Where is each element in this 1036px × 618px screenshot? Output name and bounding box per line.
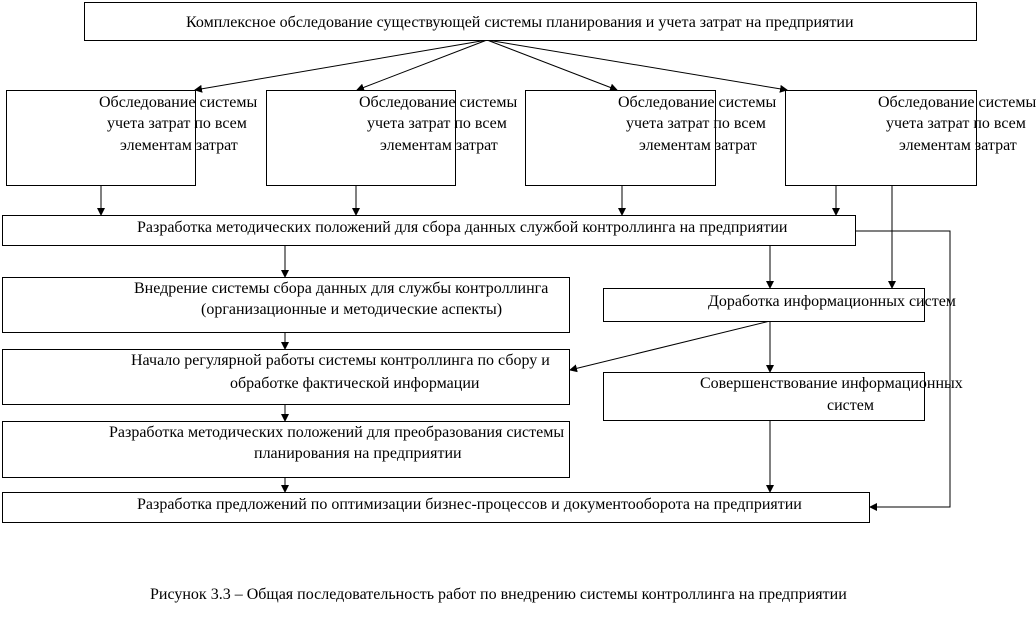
survey-box-2-line3: элементам затрат — [380, 137, 498, 154]
survey-box-1 — [6, 90, 258, 186]
optimization-box — [2, 492, 870, 523]
top-survey-box — [84, 2, 977, 41]
top-survey-text: Комплексное обследование существующей системы планирования и учета затрат на предприятии — [186, 14, 854, 31]
survey-box-1-line1: Обследование системы — [99, 94, 258, 111]
info-improve-box — [603, 372, 963, 421]
regular-work-text-line1: Начало регулярной работы системы контроллинга по сбору и — [131, 352, 550, 369]
arrow-top-to-survey-1 — [195, 40, 487, 90]
arrow-top-to-survey-2 — [357, 40, 487, 90]
optimization-text: Разработка предложений по оптимизации бизнес-процессов и документооборота на предприятии — [137, 496, 802, 513]
method-dev-text: Разработка методических положений для сбора данных службой контроллинга на предприятии — [137, 219, 788, 236]
planning-method-text-line2: планирования на предприятии — [254, 445, 462, 462]
regular-work-box — [2, 349, 570, 405]
survey-box-3 — [525, 90, 777, 186]
survey-box-1-line2: учета затрат по всем — [107, 115, 247, 132]
survey-box-4-line2: учета затрат по всем — [886, 115, 1026, 132]
method-dev-box — [2, 215, 856, 246]
survey-box-2-line1: Обследование системы — [359, 94, 518, 111]
implement-text-line2: (организационные и методические аспекты) — [201, 301, 503, 318]
planning-method-box — [2, 421, 570, 478]
survey-box-4-line3: элементам затрат — [899, 137, 1017, 154]
info-rework-box — [603, 288, 956, 322]
planning-method-text-line1: Разработка методических положений для преобразования системы — [109, 424, 565, 441]
survey-box-3-line3: элементам затрат — [639, 137, 757, 154]
survey-box-2-line2: учета затрат по всем — [367, 115, 507, 132]
info-improve-text-line1: Совершенствование информационных — [700, 375, 963, 392]
survey-box-4 — [785, 90, 1036, 186]
survey-box-3-line2: учета затрат по всем — [626, 115, 766, 132]
info-improve-text-line2: систем — [827, 397, 874, 414]
implement-text-line1: Внедрение системы сбора данных для службы контроллинга — [134, 280, 549, 297]
regular-work-text-line2: обработке фактической информации — [230, 375, 480, 392]
survey-box-2 — [266, 90, 518, 186]
arrow-top-to-survey-4 — [487, 40, 787, 90]
survey-box-4-line1: Обследование системы — [878, 94, 1036, 111]
info-rework-text: Доработка информационных систем — [708, 293, 956, 310]
arrow-info-rework-to-regular — [570, 321, 770, 370]
survey-box-3-line1: Обследование системы — [618, 94, 777, 111]
figure-caption: Рисунок 3.3 – Общая последовательность работ по внедрению системы контроллинга на предприятии — [150, 586, 847, 603]
implement-box — [2, 277, 570, 333]
arrow-feedback-loop — [855, 231, 950, 507]
survey-box-1-line3: элементам затрат — [120, 137, 238, 154]
arrow-top-to-survey-3 — [487, 40, 617, 90]
